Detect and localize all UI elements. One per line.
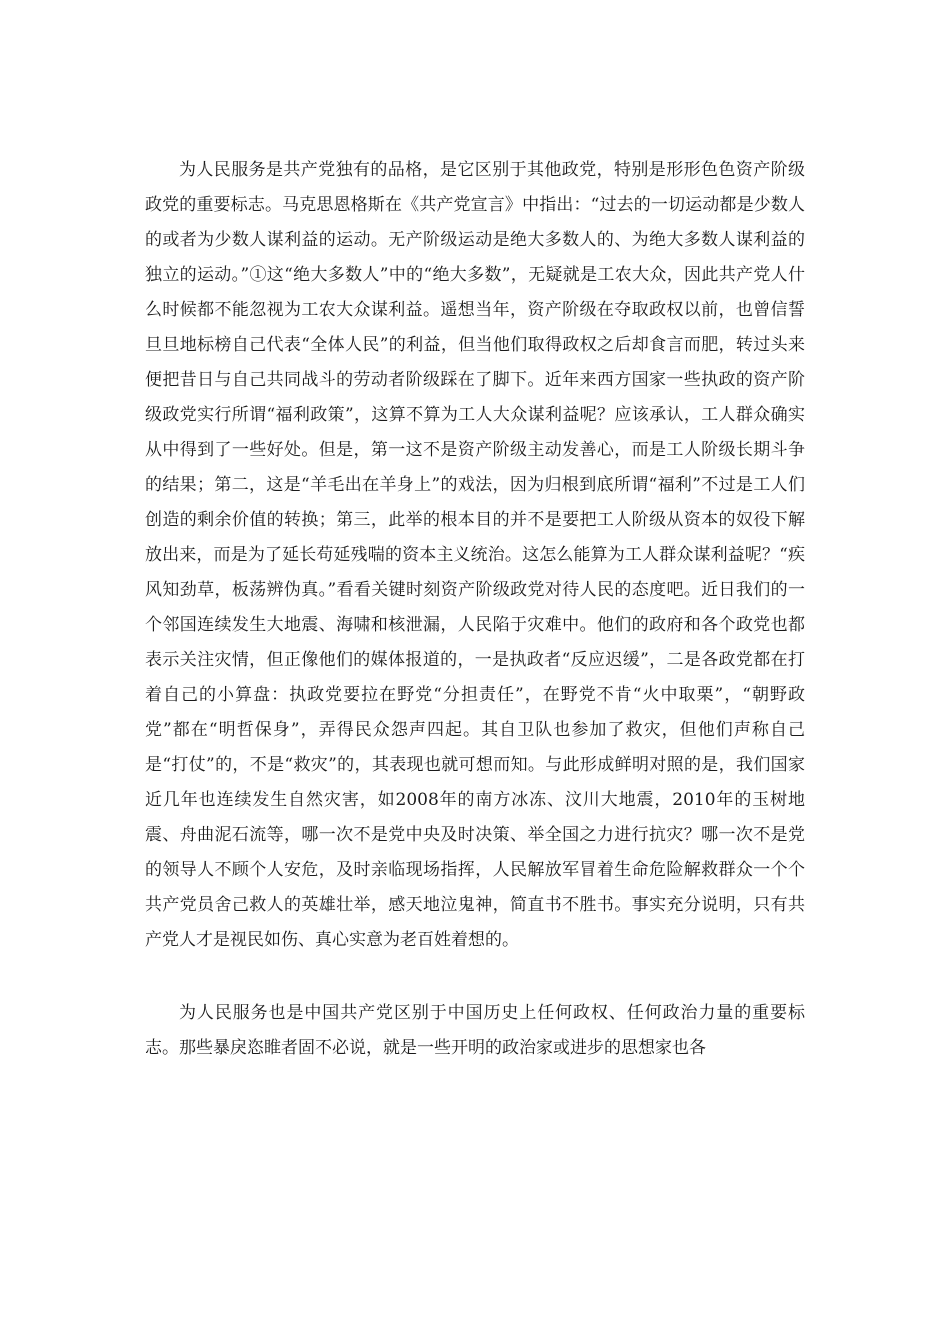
paragraph: 为人民服务是共产党独有的品格，是它区别于其他政党，特别是形形色色资产阶级政党的重要标志。马克思恩格斯在《共产党宣言》中指出：“过去的一切运动都是少数人的或者为少数人谋利益的运动。无产阶级运动是绝大多数人的、为绝大多数人谋利益的独立的运动。”①这“绝大多数人”中的“绝大多数”，无疑就是工农大众，因此共产党人什么时候都不能忽视为工农大众谋利益。遥想当年，资产阶级在夺取政权以前，也曾信誓旦旦地标榜自己代表“全体人民”的利益，但当他们取得政权之后却食言而肥，转过头来便把昔日与自己共同战斗的劳动者阶级踩在了脚下。近年来西方国家一些执政的资产阶级政党实行所谓“福利政策”，这算不算为工人大众谋利益呢？应该承认，工人群众确实从中得到了一些好处。但是，第一这不是资产阶级主动发善心，而是工人阶级长期斗争的结果；第二，这是“羊毛出在羊身上”的戏法，因为归根到底所谓“福利”不过是工人们创造的剩余价值的转换；第三，此举的根本目的并不是要把工人阶级从资本的奴役下解放出来，而是为了延长苟延残喘的资本主义统治。这怎么能算为工人群众谋利益呢？“疾风知劲草，板荡辨伪真。”看看关键时刻资产阶级政党对待人民的态度吧。近日我们的一个邻国连续发生大地震、海啸和核泄漏，人民陷于灾难中。他们的政府和各个政党也都表示关注灾情，但正像他们的媒体报道的，一是执政者“反应迟缓”，二是各政党都在打着自己的小算盘：执政党要拉在野党“分担责任”，在野党不肯“火中取栗”，“朝野政党”都在“明哲保身”，弄得民众怨声四起。其自卫队也参加了救灾，但他们声称自己是“打仗”的，不是“救灾”的，其表现也就可想而知。与此形成鲜明对照的是，我们国家近几年也连续发生自然灾害，如2008年的南方冰冻、汶川大地震，2010年的玉树地震、舟曲泥石流等，哪一次不是党中央及时决策、举全国之力进行抗灾？哪一次不是党的领导人不顾个人安危，及时亲临现场指挥，人民解放军冒着生命危险解救群众一个个共产党员舍己救人的英雄壮举，感天地泣鬼神，简直书不胜书。事实充分说明，只有共产党人才是视民如伤、真心实意为老百姓着想的。 <box>145 160 805 950</box>
paragraph: 为人民服务也是中国共产党区别于中国历史上任何政权、任何政治力量的重要标志。那些暴戾恣睢者固不必说，就是一些开明的政治家或进步的思想家也各 <box>145 1003 805 1058</box>
document-body <box>145 153 805 1066</box>
